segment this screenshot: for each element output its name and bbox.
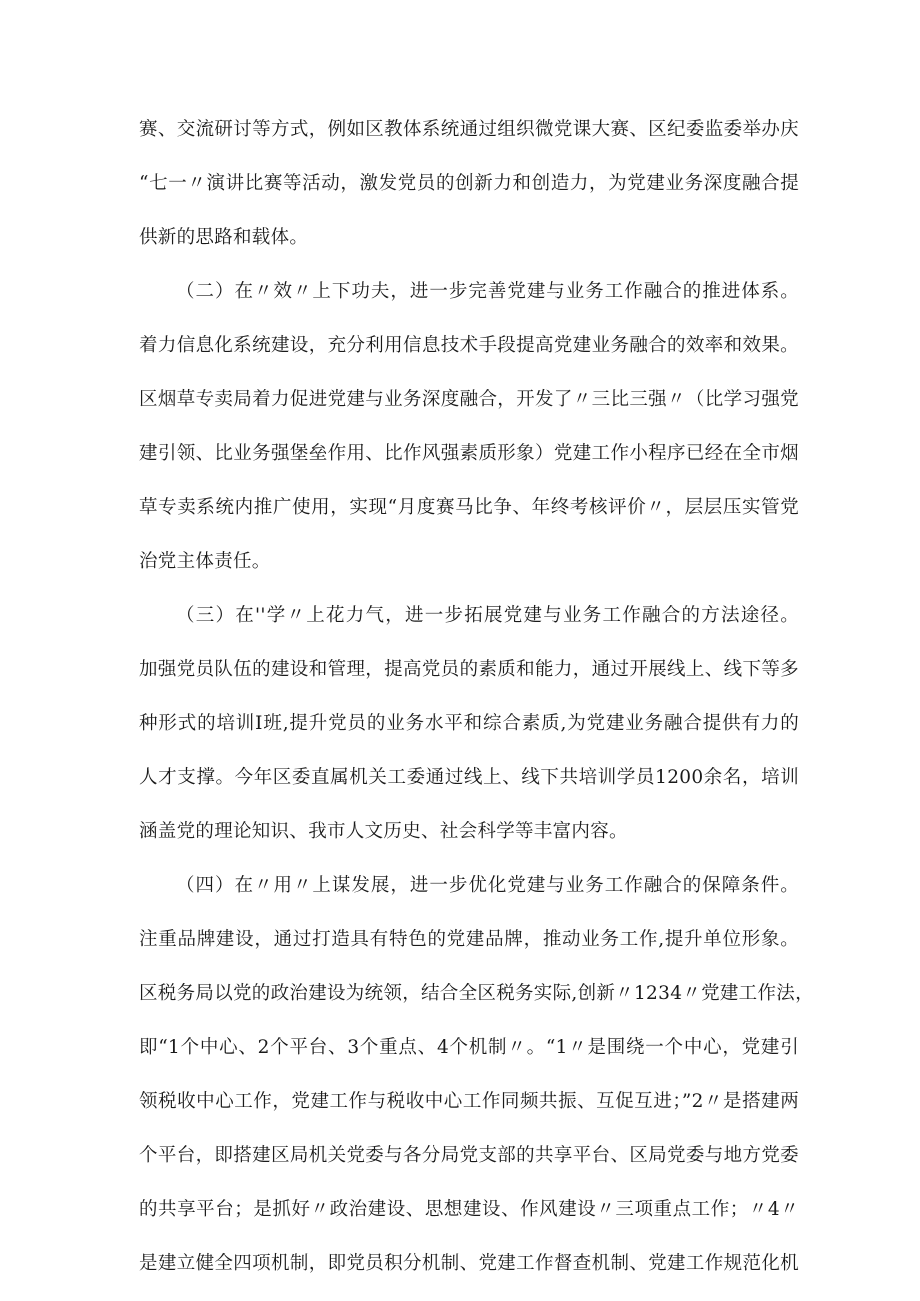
- paragraph-3-line-1: （三）在''学〃上花力气，进一步拓展党建与业务工作融合的方法途径。: [176, 605, 799, 626]
- paragraph-3-line-4: 人才支撑。今年区委直属机关工委通过线上、线下共培训学员1200余名，培训: [139, 767, 799, 788]
- paragraph-2-line-3: 区烟草专卖局着力促进党建与业务深度融合，开发了〃三比三强〃（比学习强党: [139, 389, 799, 410]
- paragraph-2-line-1: （二）在〃效〃上下功夫，进一步完善党建与业务工作融合的推进体系。: [176, 281, 799, 302]
- paragraph-4-line-7: 的共享平台；是抓好〃政治建设、思想建设、作风建设〃三项重点工作；〃4〃: [139, 1199, 799, 1220]
- paragraph-3-line-2: 加强党员队伍的建设和管理，提高党员的素质和能力，通过开展线上、线下等多: [139, 659, 799, 680]
- paragraph-4-line-3: 区税务局以党的政治建设为统领，结合全区税务实际,创新〃1234〃党建工作法，: [139, 983, 814, 1004]
- paragraph-2-line-2: 着力信息化系统建设，充分利用信息技术手段提高党建业务融合的效率和效果。: [139, 335, 799, 356]
- paragraph-2-line-4: 建引领、比业务强堡垒作用、比作风强素质形象）党建工作小程序已经在全市烟: [139, 443, 799, 464]
- paragraph-1-line-3: 供新的思路和载体。: [139, 227, 309, 248]
- paragraph-4-line-2: 注重品牌建设，通过打造具有特色的党建品牌，推动业务工作,提升单位形象。: [139, 929, 799, 950]
- paragraph-1-line-1: 赛、交流研讨等方式，例如区教体系统通过组织微党课大赛、区纪委监委举办庆: [139, 119, 799, 140]
- paragraph-2-line-5: 草专卖系统内推广使用，实现“月度赛马比争、年终考核评价〃，层层压实管党: [139, 497, 799, 518]
- paragraph-4-line-5: 领税收中心工作，党建工作与税收中心工作同频共振、互促互进；”2〃是搭建两: [139, 1091, 799, 1112]
- paragraph-3-line-3: 种形式的培训I班,提升党员的业务水平和综合素质,为党建业务融合提供有力的: [139, 713, 799, 734]
- paragraph-4-line-8: 是建立健全四项机制，即党员积分机制、党建工作督查机制、党建工作规范化机: [139, 1253, 799, 1274]
- paragraph-3-line-5: 涵盖党的理论知识、我市人文历史、社会科学等丰富内容。: [139, 821, 628, 842]
- paragraph-2-line-6: 治党主体责任。: [139, 551, 271, 572]
- paragraph-1-line-2: “七一〃演讲比赛等活动，激发党员的创新力和创造力，为党建业务深度融合提: [139, 173, 799, 194]
- paragraph-4-line-1: （四）在〃用〃上谋发展，进一步优化党建与业务工作融合的保障条件。: [176, 875, 799, 896]
- paragraph-4-line-6: 个平台，即搭建区局机关党委与各分局党支部的共享平台、区局党委与地方党委: [139, 1145, 799, 1166]
- paragraph-4-line-4: 即“1个中心、2个平台、3个重点、4个机制〃。“1〃是围绕一个中心，党建引: [139, 1037, 799, 1058]
